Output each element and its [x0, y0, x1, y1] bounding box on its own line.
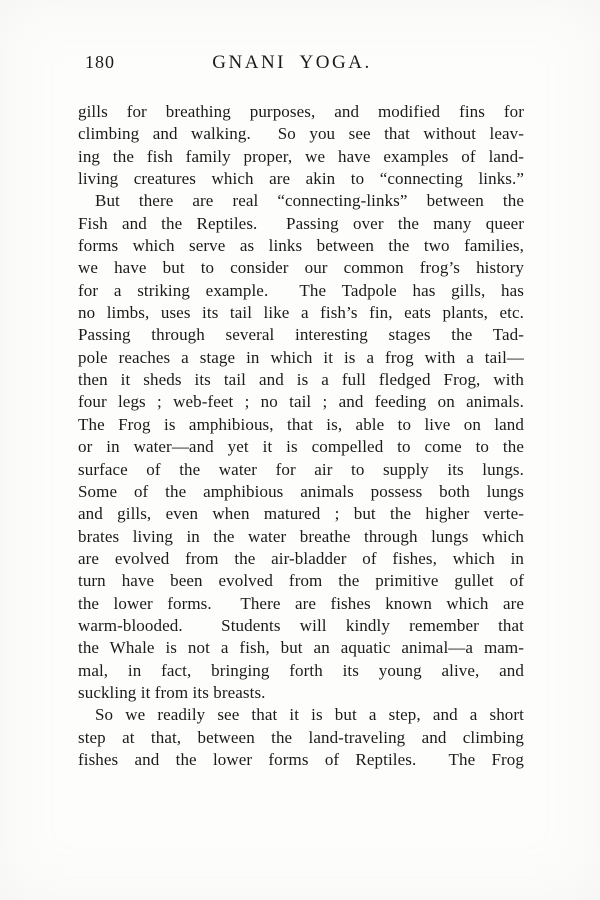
text-line: Some of the amphibious animals possess both lungs [78, 481, 524, 501]
text-line: for a striking example. The Tadpole has gills, has [78, 280, 524, 300]
text-line: no limbs, uses its tail like a fish’s fin, eats plants, etc. [78, 303, 524, 323]
text-line: Fish and the Reptiles. Passing over the many queer [78, 213, 524, 233]
body-text [78, 101, 524, 771]
text-line: The Frog is amphibious, that is, able to live on land [78, 414, 524, 434]
text-line: four legs ; web-feet ; no tail ; and feeding on animals. [78, 392, 524, 412]
text-line: Passing through several interesting stages the Tad- [78, 325, 524, 345]
text-line: ing the fish family proper, we have examples of land- [78, 146, 524, 166]
running-title: GNANI YOGA. [212, 52, 372, 73]
text-line: step at that, between the land-traveling and climbing [78, 727, 524, 747]
text-line: surface of the water for air to supply its lungs. [78, 459, 524, 479]
text-line: or in water—and yet it is compelled to come to the [78, 437, 524, 457]
text-line: the Whale is not a fish, but an aquatic animal—a mam- [78, 638, 524, 658]
text-line: we have but to consider our common frog’s history [78, 258, 524, 278]
text-line: the lower forms. There are fishes known which are [78, 593, 524, 613]
text-line: brates living in the water breathe through lungs which [78, 526, 524, 546]
text-line: turn have been evolved from the primitive gullet of [78, 571, 524, 591]
text-line: mal, in fact, bringing forth its young alive, and [78, 660, 524, 680]
text-line: warm-blooded. Students will kindly remember that [78, 615, 524, 635]
text-line: forms which serve as links between the two families, [78, 236, 524, 256]
text-line: then it sheds its tail and is a full fledged Frog, with [78, 370, 524, 390]
text-line: gills for breathing purposes, and modified fins for [78, 102, 524, 121]
text-line: pole reaches a stage in which it is a frog with a tail— [78, 347, 524, 367]
page-number: 180 [85, 52, 115, 72]
text-line: living creatures which are akin to “connecting links.” [78, 169, 524, 189]
text-line: are evolved from the air-bladder of fishes, which in [78, 548, 524, 568]
text-line: and gills, even when matured ; but the higher verte- [78, 504, 524, 524]
text-line: climbing and walking. So you see that without leav- [78, 124, 524, 144]
text-line: suckling it from its breasts. [78, 682, 266, 702]
text-line: fishes and the lower forms of Reptiles. The Frog [78, 749, 524, 769]
page-header [78, 52, 524, 78]
text-line: So we readily see that it is but a step, and a short [95, 705, 524, 725]
text-line: But there are real “connecting-links” between the [95, 191, 524, 211]
